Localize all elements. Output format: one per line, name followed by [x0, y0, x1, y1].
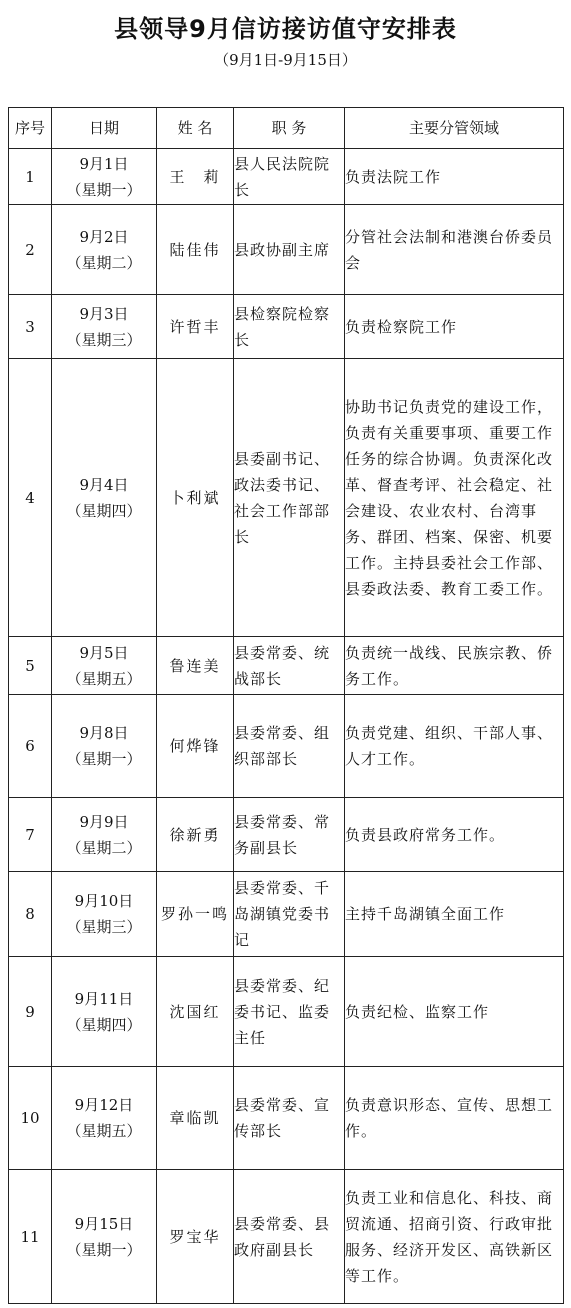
row-position: 县委副书记、政法委书记、社会工作部部长: [234, 359, 345, 637]
table-row: [9, 359, 564, 637]
row-weekday: （星期三）: [66, 330, 142, 349]
column-header-date: 日期: [52, 108, 157, 149]
row-date-cell: [52, 205, 157, 295]
table-row: [9, 695, 564, 798]
row-date: 9月4日: [79, 475, 129, 494]
row-number: 5: [9, 637, 52, 695]
row-scope: 主持千岛湖镇全面工作: [345, 872, 564, 957]
row-scope: 分管社会法制和港澳台侨委员会: [345, 205, 564, 295]
row-name: 陆佳伟: [157, 205, 234, 295]
row-date-cell: [52, 295, 157, 359]
row-scope: 负责法院工作: [345, 149, 564, 205]
row-position: 县人民法院院长: [234, 149, 345, 205]
row-number: 9: [9, 957, 52, 1067]
row-weekday: （星期三）: [66, 918, 142, 936]
column-header-no: 序号: [9, 108, 52, 149]
table-row: [9, 957, 564, 1067]
row-number: 6: [9, 695, 52, 798]
row-weekday: （星期五）: [66, 1122, 142, 1140]
row-date: 9月2日: [79, 227, 129, 246]
row-position: 县政协副主席: [234, 205, 345, 295]
row-date: 9月10日: [74, 892, 134, 910]
row-date: 9月5日: [79, 643, 129, 662]
row-scope: 负责县政府常务工作。: [345, 798, 564, 872]
row-name: 许哲丰: [157, 295, 234, 359]
row-scope: 负责工业和信息化、科技、商贸流通、招商引资、行政审批服务、经济开发区、高铁新区等工作。: [345, 1170, 564, 1304]
row-date: 9月9日: [79, 812, 129, 831]
row-date-cell: [52, 695, 157, 798]
row-name: 徐新勇: [157, 798, 234, 872]
table-row: [9, 872, 564, 957]
row-name: 沈国红: [157, 957, 234, 1067]
row-name: 卜利斌: [157, 359, 234, 637]
row-date-cell: [52, 1170, 157, 1304]
row-date-cell: [52, 1067, 157, 1170]
column-header-name: 姓 名: [157, 108, 234, 149]
duty-schedule-table: [8, 107, 564, 1304]
row-number: 2: [9, 205, 52, 295]
row-position: 县检察院检察长: [234, 295, 345, 359]
row-name: 何烨锋: [157, 695, 234, 798]
row-weekday: （星期二）: [66, 838, 142, 857]
row-scope: 负责纪检、监察工作: [345, 957, 564, 1067]
table-row: [9, 1067, 564, 1170]
column-header-scope: 主要分管领域: [345, 108, 564, 149]
row-date-cell: [52, 149, 157, 205]
row-weekday: （星期四）: [66, 501, 142, 520]
row-position: 县委常委、组织部部长: [234, 695, 345, 798]
row-scope: 协助书记负责党的建设工作，负责有关重要事项、重要工作任务的综合协调。负责深化改革、督查考评、社会稳定、社会建设、农业农村、台湾事务、群团、档案、保密、机要工作。主持县委社会工作部、县委政法委、教育工委工作。: [345, 359, 564, 637]
row-date-cell: [52, 798, 157, 872]
table-header-row: [9, 108, 564, 149]
row-date: 9月3日: [79, 304, 129, 323]
row-date: 9月11日: [74, 989, 134, 1008]
row-weekday: （星期一）: [66, 1240, 142, 1259]
table-row: [9, 637, 564, 695]
row-scope: 负责检察院工作: [345, 295, 564, 359]
row-weekday: （星期一）: [66, 180, 142, 199]
row-number: 7: [9, 798, 52, 872]
row-weekday: （星期一）: [66, 750, 142, 768]
row-number: 1: [9, 149, 52, 205]
row-name: 罗孙一鸣: [157, 872, 234, 957]
row-number: 11: [9, 1170, 52, 1304]
row-number: 10: [9, 1067, 52, 1170]
row-position: 县委常委、宣传部长: [234, 1067, 345, 1170]
row-date-cell: [52, 872, 157, 957]
row-number: 3: [9, 295, 52, 359]
page-title: 县领导9月信访接访值守安排表: [114, 15, 457, 43]
row-scope: 负责统一战线、民族宗教、侨务工作。: [345, 637, 564, 695]
table-row: [9, 295, 564, 359]
row-scope: 负责意识形态、宣传、思想工作。: [345, 1067, 564, 1170]
row-date-cell: [52, 957, 157, 1067]
row-date: 9月1日: [79, 154, 129, 173]
date-range-subtitle: （9月1日-9月15日）: [214, 51, 357, 69]
row-date: 9月12日: [74, 1096, 134, 1114]
row-name: 王 莉: [157, 149, 234, 205]
row-scope: 负责党建、组织、干部人事、人才工作。: [345, 695, 564, 798]
row-weekday: （星期二）: [66, 253, 142, 272]
row-position: 县委常委、千岛湖镇党委书记: [234, 872, 345, 957]
table-row: [9, 149, 564, 205]
row-position: 县委常委、常务副县长: [234, 798, 345, 872]
table-row: [9, 205, 564, 295]
row-number: 8: [9, 872, 52, 957]
table-row: [9, 798, 564, 872]
row-position: 县委常委、纪委书记、监委主任: [234, 957, 345, 1067]
row-position: 县委常委、县政府副县长: [234, 1170, 345, 1304]
row-date-cell: [52, 637, 157, 695]
row-date-cell: [52, 359, 157, 637]
row-name: 章临凯: [157, 1067, 234, 1170]
row-name: 罗宝华: [157, 1170, 234, 1304]
row-number: 4: [9, 359, 52, 637]
row-name: 鲁连美: [157, 637, 234, 695]
row-date: 9月8日: [79, 724, 129, 742]
row-date: 9月15日: [74, 1214, 134, 1233]
row-weekday: （星期四）: [66, 1015, 142, 1034]
table-row: [9, 1170, 564, 1304]
row-position: 县委常委、统战部长: [234, 637, 345, 695]
row-weekday: （星期五）: [66, 669, 142, 688]
column-header-position: 职 务: [234, 108, 345, 149]
